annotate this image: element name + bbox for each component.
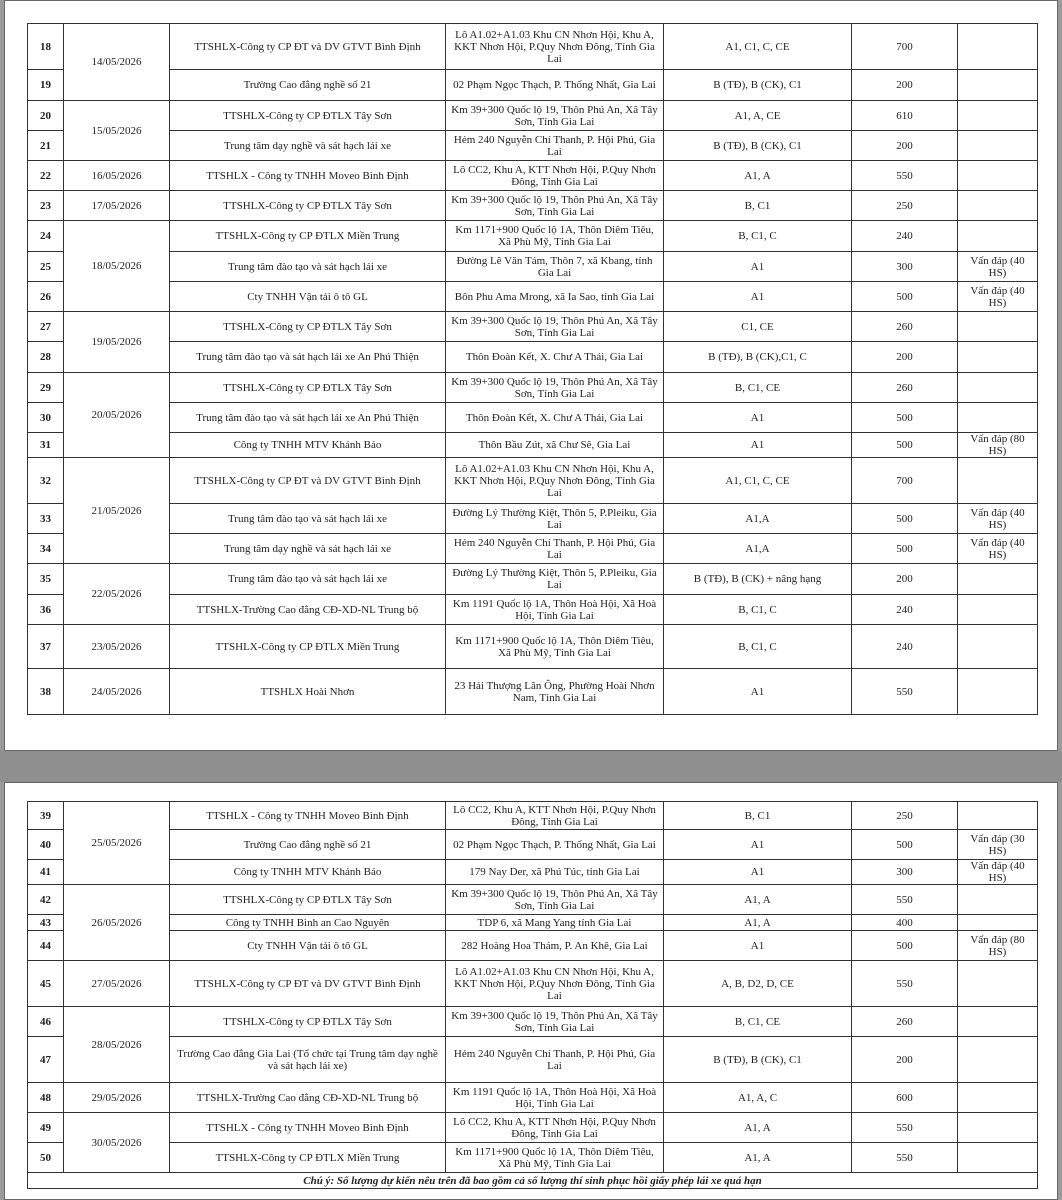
note xyxy=(958,403,1038,433)
center-address: Lô CC2, Khu A, KTT Nhơn Hội, P.Quy Nhơn Đông, Tỉnh Gia Lai xyxy=(446,1113,664,1143)
table-row xyxy=(28,802,1038,830)
table-row xyxy=(28,24,1038,70)
row-number: 18 xyxy=(28,24,64,70)
table-row xyxy=(28,1007,1038,1037)
license-class: A1 xyxy=(664,860,852,885)
exam-date: 14/05/2026 xyxy=(64,24,170,101)
table-row xyxy=(28,564,1038,595)
row-number: 22 xyxy=(28,161,64,191)
exam-date: 30/05/2026 xyxy=(64,1113,170,1173)
note xyxy=(958,625,1038,669)
center-address: Km 39+300 Quốc lộ 19, Thôn Phú An, Xã Tây Sơn, Tỉnh Gia Lai xyxy=(446,1007,664,1037)
table-row xyxy=(28,191,1038,221)
note xyxy=(958,161,1038,191)
quantity: 240 xyxy=(852,221,958,252)
quantity: 260 xyxy=(852,1007,958,1037)
note xyxy=(958,802,1038,830)
center-name: Trường Cao đẳng nghề số 21 xyxy=(170,830,446,860)
row-number: 40 xyxy=(28,830,64,860)
quantity: 200 xyxy=(852,70,958,101)
row-number: 50 xyxy=(28,1143,64,1173)
page-separator xyxy=(0,751,1062,782)
row-number: 46 xyxy=(28,1007,64,1037)
note: Vấn đáp (30 HS) xyxy=(958,830,1038,860)
center-address: Hẻm 240 Nguyễn Chí Thanh, P. Hội Phú, Gia Lai xyxy=(446,1037,664,1083)
center-address: Bôn Phu Ama Mrong, xã Ia Sao, tỉnh Gia Lai xyxy=(446,282,664,312)
table-row xyxy=(28,885,1038,915)
schedule-table-page-2 xyxy=(27,801,1038,1189)
center-address: Lô A1.02+A1.03 Khu CN Nhơn Hội, Khu A, KKT Nhơn Hội, P.Quy Nhơn Đông, Tỉnh Gia Lai xyxy=(446,961,664,1007)
center-address: 282 Hoàng Hoa Thám, P. An Khê, Gia Lai xyxy=(446,931,664,961)
row-number: 48 xyxy=(28,1083,64,1113)
center-address: Đường Lý Thường Kiệt, Thôn 5, P.Pleiku, Gia Lai xyxy=(446,564,664,595)
center-name: Trường Cao đẳng nghề số 21 xyxy=(170,70,446,101)
quantity: 260 xyxy=(852,373,958,403)
row-number: 45 xyxy=(28,961,64,1007)
row-number: 38 xyxy=(28,669,64,715)
note xyxy=(958,961,1038,1007)
table-row xyxy=(28,342,1038,373)
note: Vấn đáp (40 HS) xyxy=(958,282,1038,312)
table-row xyxy=(28,915,1038,931)
license-class: A1, A xyxy=(664,1113,852,1143)
note: Vấn đáp (40 HS) xyxy=(958,252,1038,282)
row-number: 30 xyxy=(28,403,64,433)
row-number: 32 xyxy=(28,458,64,504)
license-class: A1, A xyxy=(664,161,852,191)
exam-date: 16/05/2026 xyxy=(64,161,170,191)
license-class: C1, CE xyxy=(664,312,852,342)
table-row xyxy=(28,961,1038,1007)
row-number: 23 xyxy=(28,191,64,221)
note: Vấn đáp (40 HS) xyxy=(958,504,1038,534)
note xyxy=(958,458,1038,504)
license-class: A1,A xyxy=(664,504,852,534)
row-number: 29 xyxy=(28,373,64,403)
center-name: Công ty TNHH MTV Khánh Bảo xyxy=(170,433,446,458)
license-class: A1 xyxy=(664,669,852,715)
note xyxy=(958,669,1038,715)
center-name: TTSHLX-Công ty CP ĐT và DV GTVT Bình Định xyxy=(170,458,446,504)
row-number: 49 xyxy=(28,1113,64,1143)
table-row xyxy=(28,403,1038,433)
document-page-2 xyxy=(4,782,1058,1200)
note xyxy=(958,1037,1038,1083)
quantity: 200 xyxy=(852,564,958,595)
center-name: TTSHLX-Công ty CP ĐTLX Tây Sơn xyxy=(170,373,446,403)
note xyxy=(958,70,1038,101)
center-name: TTSHLX-Công ty CP ĐTLX Miền Trung xyxy=(170,221,446,252)
center-name: TTSHLX-Trường Cao đẳng CĐ-XD-NL Trung bộ xyxy=(170,595,446,625)
quantity: 550 xyxy=(852,669,958,715)
quantity: 200 xyxy=(852,342,958,373)
center-name: TTSHLX Hoài Nhơn xyxy=(170,669,446,715)
center-name: TTSHLX-Công ty CP ĐTLX Tây Sơn xyxy=(170,1007,446,1037)
center-name: Trung tâm đào tạo và sát hạch lái xe An Phú Thiện xyxy=(170,403,446,433)
quantity: 500 xyxy=(852,504,958,534)
table-row xyxy=(28,1083,1038,1113)
center-address: Km 39+300 Quốc lộ 19, Thôn Phú An, Xã Tây Sơn, Tỉnh Gia Lai xyxy=(446,312,664,342)
center-name: Trung tâm đào tạo và sát hạch lái xe An Phú Thiện xyxy=(170,342,446,373)
quantity: 550 xyxy=(852,161,958,191)
center-name: TTSHLX-Trường Cao đẳng CĐ-XD-NL Trung bộ xyxy=(170,1083,446,1113)
center-address: Thôn Đoàn Kết, X. Chư A Thái, Gia Lai xyxy=(446,403,664,433)
license-class: B, C1, C xyxy=(664,595,852,625)
table-row xyxy=(28,595,1038,625)
note xyxy=(958,564,1038,595)
row-number: 33 xyxy=(28,504,64,534)
center-name: TTSHLX-Công ty CP ĐT và DV GTVT Bình Định xyxy=(170,24,446,70)
license-class: A1 xyxy=(664,403,852,433)
license-class: A1, A, C xyxy=(664,1083,852,1113)
exam-date: 18/05/2026 xyxy=(64,221,170,312)
quantity: 240 xyxy=(852,625,958,669)
table-row xyxy=(28,101,1038,131)
center-name: Cty TNHH Vận tải ô tô GL xyxy=(170,931,446,961)
table-row xyxy=(28,1113,1038,1143)
license-class: A1, A, CE xyxy=(664,101,852,131)
table-row xyxy=(28,161,1038,191)
quantity: 550 xyxy=(852,1143,958,1173)
quantity: 500 xyxy=(852,282,958,312)
quantity: 250 xyxy=(852,802,958,830)
table-row xyxy=(28,830,1038,860)
quantity: 600 xyxy=(852,1083,958,1113)
center-address: Lô CC2, Khu A, KTT Nhơn Hội, P.Quy Nhơn Đông, Tỉnh Gia Lai xyxy=(446,802,664,830)
note xyxy=(958,312,1038,342)
exam-date: 25/05/2026 xyxy=(64,802,170,885)
center-address: Đường Lê Văn Tám, Thôn 7, xã Kbang, tỉnh Gia Lai xyxy=(446,252,664,282)
note: Vấn đáp (40 HS) xyxy=(958,534,1038,564)
table-row xyxy=(28,534,1038,564)
exam-date: 23/05/2026 xyxy=(64,625,170,669)
note xyxy=(958,101,1038,131)
row-number: 36 xyxy=(28,595,64,625)
center-name: Trung tâm đào tạo và sát hạch lái xe xyxy=(170,252,446,282)
license-class: B, C1 xyxy=(664,802,852,830)
license-class: A1, A xyxy=(664,915,852,931)
license-class: B (TĐ), B (CK), C1 xyxy=(664,1037,852,1083)
quantity: 250 xyxy=(852,191,958,221)
license-class: A1 xyxy=(664,433,852,458)
center-address: Lô CC2, Khu A, KTT Nhơn Hội, P.Quy Nhơn Đông, Tỉnh Gia Lai xyxy=(446,161,664,191)
center-name: TTSHLX-Công ty CP ĐTLX Miền Trung xyxy=(170,625,446,669)
center-address: Km 1191 Quốc lộ 1A, Thôn Hoà Hội, Xã Hoà Hội, Tỉnh Gia Lai xyxy=(446,1083,664,1113)
table-row xyxy=(28,373,1038,403)
footnote: Chú ý: Số lượng dự kiến nêu trên đã bao gồm cả số lượng thí sinh phục hồi giấy phép lái xe quá hạn xyxy=(28,1173,1038,1189)
row-number: 34 xyxy=(28,534,64,564)
table-row xyxy=(28,433,1038,458)
center-address: 179 Nay Der, xã Phú Túc, tỉnh Gia Lai xyxy=(446,860,664,885)
quantity: 260 xyxy=(852,312,958,342)
table-row xyxy=(28,669,1038,715)
table-row xyxy=(28,312,1038,342)
row-number: 28 xyxy=(28,342,64,373)
center-name: TTSHLX-Công ty CP ĐTLX Tây Sơn xyxy=(170,191,446,221)
note xyxy=(958,1083,1038,1113)
row-number: 24 xyxy=(28,221,64,252)
table-row xyxy=(28,70,1038,101)
license-class: A1 xyxy=(664,830,852,860)
license-class: B (TĐ), B (CK) + nâng hạng xyxy=(664,564,852,595)
note xyxy=(958,131,1038,161)
quantity: 550 xyxy=(852,1113,958,1143)
table-row xyxy=(28,131,1038,161)
license-class: B (TĐ), B (CK), C1 xyxy=(664,70,852,101)
quantity: 700 xyxy=(852,24,958,70)
center-address: Km 39+300 Quốc lộ 19, Thôn Phú An, Xã Tây Sơn, Tỉnh Gia Lai xyxy=(446,191,664,221)
row-number: 37 xyxy=(28,625,64,669)
center-address: Km 39+300 Quốc lộ 19, Thôn Phú An, Xã Tây Sơn, Tỉnh Gia Lai xyxy=(446,101,664,131)
note: Vấn đáp (80 HS) xyxy=(958,433,1038,458)
exam-date: 20/05/2026 xyxy=(64,373,170,458)
center-name: Trường Cao đẳng Gia Lai (Tổ chức tại Trung tâm dạy nghề và sát hạch lái xe) xyxy=(170,1037,446,1083)
quantity: 300 xyxy=(852,252,958,282)
license-class: A1 xyxy=(664,252,852,282)
center-name: TTSHLX - Công ty TNHH Moveo Bình Định xyxy=(170,1113,446,1143)
center-name: TTSHLX - Công ty TNHH Moveo Bình Định xyxy=(170,802,446,830)
center-address: Đường Lý Thường Kiệt, Thôn 5, P.Pleiku, Gia Lai xyxy=(446,504,664,534)
row-number: 31 xyxy=(28,433,64,458)
center-name: Trung tâm dạy nghề và sát hạch lái xe xyxy=(170,534,446,564)
exam-date: 17/05/2026 xyxy=(64,191,170,221)
quantity: 500 xyxy=(852,534,958,564)
license-class: A1, A xyxy=(664,885,852,915)
center-name: TTSHLX-Công ty CP ĐTLX Miền Trung xyxy=(170,1143,446,1173)
center-name: Trung tâm đào tạo và sát hạch lái xe xyxy=(170,504,446,534)
row-number: 42 xyxy=(28,885,64,915)
license-class: B, C1, CE xyxy=(664,373,852,403)
table-row xyxy=(28,1037,1038,1083)
center-address: Km 1191 Quốc lộ 1A, Thôn Hoà Hội, Xã Hoà Hội, Tỉnh Gia Lai xyxy=(446,595,664,625)
license-class: B, C1, C xyxy=(664,625,852,669)
row-number: 26 xyxy=(28,282,64,312)
quantity: 240 xyxy=(852,595,958,625)
center-address: Lô A1.02+A1.03 Khu CN Nhơn Hội, Khu A, KKT Nhơn Hội, P.Quy Nhơn Đông, Tỉnh Gia Lai xyxy=(446,24,664,70)
row-number: 35 xyxy=(28,564,64,595)
table-row xyxy=(28,860,1038,885)
license-class: B, C1, CE xyxy=(664,1007,852,1037)
note xyxy=(958,885,1038,915)
note xyxy=(958,24,1038,70)
center-address: 02 Phạm Ngọc Thạch, P. Thống Nhất, Gia Lai xyxy=(446,70,664,101)
exam-date: 22/05/2026 xyxy=(64,564,170,625)
note: Vấn đáp (40 HS) xyxy=(958,860,1038,885)
note xyxy=(958,915,1038,931)
exam-date: 26/05/2026 xyxy=(64,885,170,961)
document-page-1 xyxy=(4,0,1058,751)
row-number: 27 xyxy=(28,312,64,342)
license-class: A1,A xyxy=(664,534,852,564)
note xyxy=(958,1113,1038,1143)
quantity: 500 xyxy=(852,403,958,433)
center-name: Công ty TNHH Bình an Cao Nguyên xyxy=(170,915,446,931)
center-address: Km 1171+900 Quốc lộ 1A, Thôn Diêm Tiêu, Xã Phù Mỹ, Tỉnh Gia Lai xyxy=(446,221,664,252)
license-class: B, C1, C xyxy=(664,221,852,252)
center-address: 23 Hải Thượng Lãn Ông, Phường Hoài Nhơn Nam, Tỉnh Gia Lai xyxy=(446,669,664,715)
center-name: TTSHLX - Công ty TNHH Moveo Bình Định xyxy=(170,161,446,191)
exam-date: 21/05/2026 xyxy=(64,458,170,564)
quantity: 500 xyxy=(852,433,958,458)
center-name: TTSHLX-Công ty CP ĐTLX Tây Sơn xyxy=(170,312,446,342)
center-name: Trung tâm dạy nghề và sát hạch lái xe xyxy=(170,131,446,161)
note xyxy=(958,191,1038,221)
quantity: 610 xyxy=(852,101,958,131)
row-number: 25 xyxy=(28,252,64,282)
license-class: A1, A xyxy=(664,1143,852,1173)
license-class: A1, C1, C, CE xyxy=(664,24,852,70)
license-class: A1, C1, C, CE xyxy=(664,458,852,504)
license-class: A1 xyxy=(664,282,852,312)
center-address: Km 1171+900 Quốc lộ 1A, Thôn Diêm Tiêu, Xã Phù Mỹ, Tỉnh Gia Lai xyxy=(446,625,664,669)
center-address: Thôn Bầu Zút, xã Chư Sê, Gia Lai xyxy=(446,433,664,458)
table-row xyxy=(28,504,1038,534)
center-name: TTSHLX-Công ty CP ĐT và DV GTVT Bình Định xyxy=(170,961,446,1007)
center-address: TDP 6, xã Mang Yang tỉnh Gia Lai xyxy=(446,915,664,931)
row-number: 43 xyxy=(28,915,64,931)
table-row xyxy=(28,1143,1038,1173)
license-class: A1 xyxy=(664,931,852,961)
note xyxy=(958,373,1038,403)
quantity: 400 xyxy=(852,915,958,931)
row-number: 39 xyxy=(28,802,64,830)
note xyxy=(958,221,1038,252)
note: Vấn đáp (80 HS) xyxy=(958,931,1038,961)
quantity: 550 xyxy=(852,961,958,1007)
center-name: Trung tâm đào tạo và sát hạch lái xe xyxy=(170,564,446,595)
row-number: 41 xyxy=(28,860,64,885)
table-row xyxy=(28,221,1038,252)
row-number: 20 xyxy=(28,101,64,131)
table-row xyxy=(28,625,1038,669)
center-address: Thôn Đoàn Kết, X. Chư A Thái, Gia Lai xyxy=(446,342,664,373)
quantity: 300 xyxy=(852,860,958,885)
center-address: Km 1171+900 Quốc lộ 1A, Thôn Diêm Tiêu, Xã Phù Mỹ, Tỉnh Gia Lai xyxy=(446,1143,664,1173)
table-row xyxy=(28,1173,1038,1189)
license-class: A, B, D2, D, CE xyxy=(664,961,852,1007)
quantity: 700 xyxy=(852,458,958,504)
license-class: B (TĐ), B (CK), C1 xyxy=(664,131,852,161)
exam-date: 15/05/2026 xyxy=(64,101,170,161)
row-number: 44 xyxy=(28,931,64,961)
center-address: Hẻm 240 Nguyễn Chí Thanh, P. Hội Phú, Gia Lai xyxy=(446,534,664,564)
exam-date: 27/05/2026 xyxy=(64,961,170,1007)
exam-date: 24/05/2026 xyxy=(64,669,170,715)
center-address: Km 39+300 Quốc lộ 19, Thôn Phú An, Xã Tây Sơn, Tỉnh Gia Lai xyxy=(446,373,664,403)
center-address: Lô A1.02+A1.03 Khu CN Nhơn Hội, Khu A, KKT Nhơn Hội, P.Quy Nhơn Đông, Tỉnh Gia Lai xyxy=(446,458,664,504)
table-row xyxy=(28,931,1038,961)
note xyxy=(958,595,1038,625)
table-row xyxy=(28,252,1038,282)
quantity: 550 xyxy=(852,885,958,915)
license-class: B, C1 xyxy=(664,191,852,221)
quantity: 200 xyxy=(852,1037,958,1083)
note xyxy=(958,342,1038,373)
center-address: 02 Phạm Ngọc Thạch, P. Thống Nhất, Gia Lai xyxy=(446,830,664,860)
center-name: TTSHLX-Công ty CP ĐTLX Tây Sơn xyxy=(170,885,446,915)
note xyxy=(958,1007,1038,1037)
row-number: 47 xyxy=(28,1037,64,1083)
center-address: Hẻm 240 Nguyễn Chí Thanh, P. Hội Phú, Gia Lai xyxy=(446,131,664,161)
row-number: 19 xyxy=(28,70,64,101)
quantity: 500 xyxy=(852,830,958,860)
table-row xyxy=(28,458,1038,504)
center-name: Cty TNHH Vận tải ô tô GL xyxy=(170,282,446,312)
quantity: 200 xyxy=(852,131,958,161)
schedule-table-page-1 xyxy=(27,23,1038,715)
license-class: B (TĐ), B (CK),C1, C xyxy=(664,342,852,373)
table-row xyxy=(28,282,1038,312)
exam-date: 19/05/2026 xyxy=(64,312,170,373)
exam-date: 29/05/2026 xyxy=(64,1083,170,1113)
note xyxy=(958,1143,1038,1173)
center-name: TTSHLX-Công ty CP ĐTLX Tây Sơn xyxy=(170,101,446,131)
quantity: 500 xyxy=(852,931,958,961)
center-name: Công ty TNHH MTV Khánh Bảo xyxy=(170,860,446,885)
row-number: 21 xyxy=(28,131,64,161)
exam-date: 28/05/2026 xyxy=(64,1007,170,1083)
center-address: Km 39+300 Quốc lộ 19, Thôn Phú An, Xã Tây Sơn, Tỉnh Gia Lai xyxy=(446,885,664,915)
